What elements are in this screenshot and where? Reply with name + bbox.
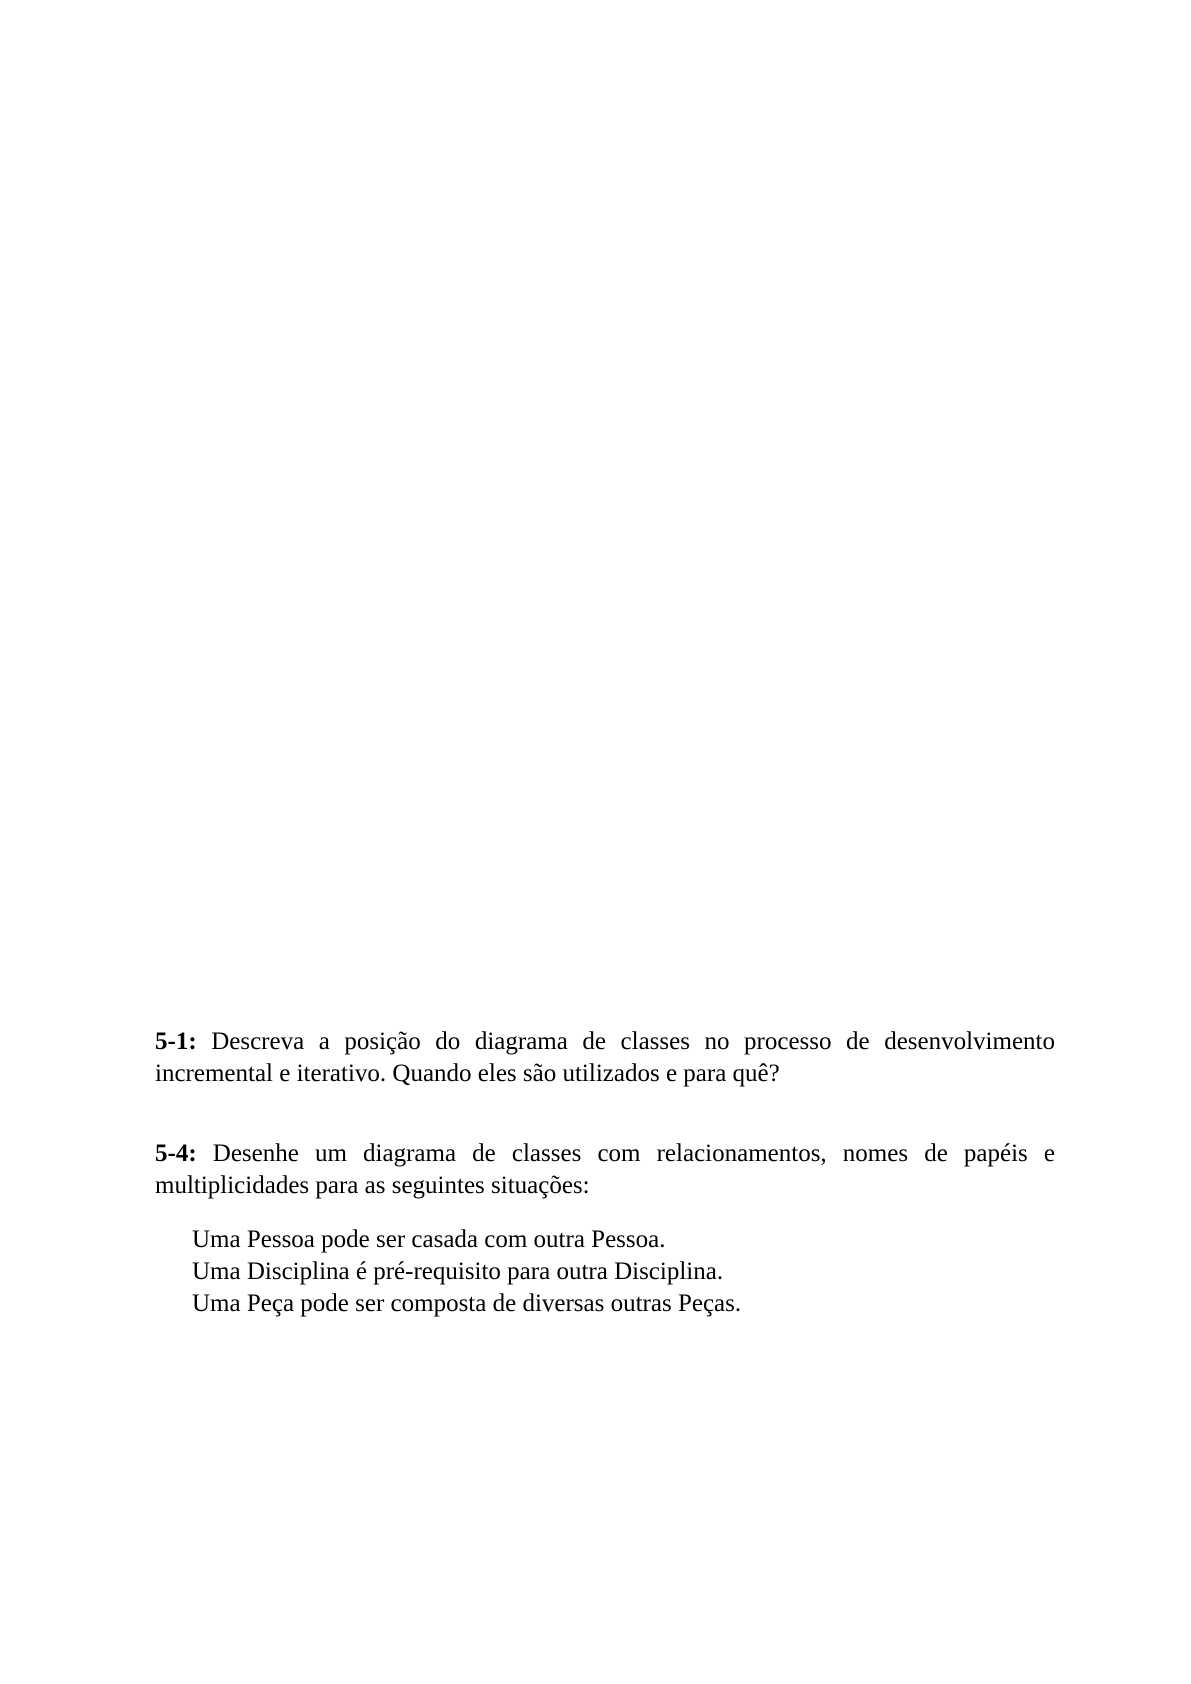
question-5-1-line-2: incremental e iterativo. Quando eles são utilizados e para quê? [155, 1060, 780, 1087]
question-text: Desenhe um diagrama de classes com relacionamentos, nomes de papéis e [212, 1140, 1055, 1167]
list-item: Uma Disciplina é pré-requisito para outra Disciplina. [192, 1258, 724, 1285]
question-number: 5-4: [155, 1140, 197, 1167]
question-5-1 [155, 1026, 1055, 1090]
question-text: Descreva a posição do diagrama de classes no processo de desenvolvimento [211, 1028, 1055, 1055]
question-5-4-line-1 [155, 1138, 1055, 1170]
question-5-4 [155, 1138, 1055, 1202]
situations-list [192, 1224, 741, 1320]
question-5-4-line-2: multiplicidades para as seguintes situações: [155, 1172, 590, 1199]
list-item: Uma Peça pode ser composta de diversas outras Peças. [192, 1290, 742, 1317]
list-item: Uma Pessoa pode ser casada com outra Pessoa. [192, 1226, 666, 1253]
question-number: 5-1: [155, 1028, 197, 1055]
question-5-1-line-1 [155, 1026, 1055, 1058]
